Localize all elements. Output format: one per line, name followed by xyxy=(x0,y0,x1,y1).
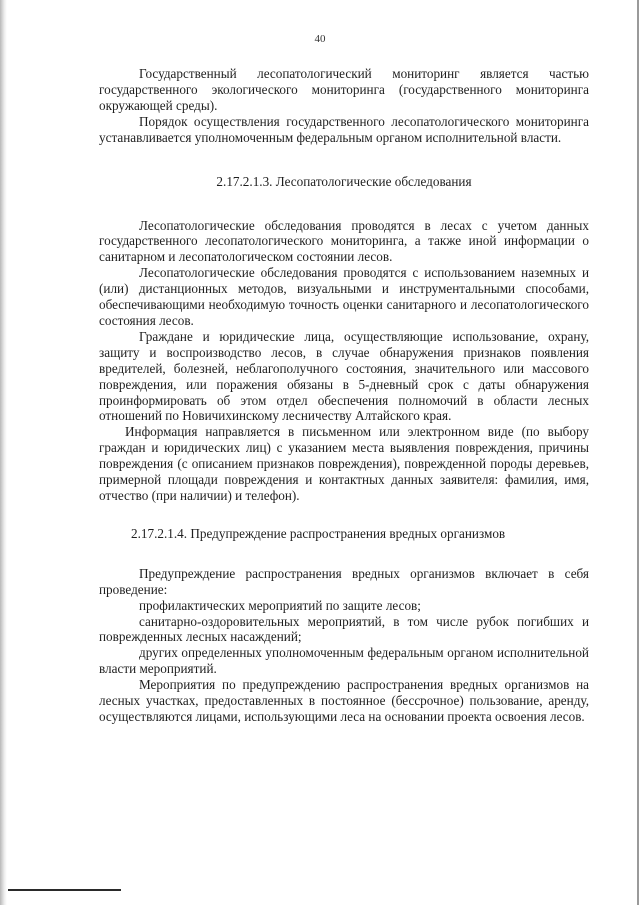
scan-edge-right xyxy=(637,0,639,905)
paragraph-prevention-responsibility: Мероприятия по предупреждению распространения вредных организмов на лесных участках, предоставленных в постоянное (бессрочное) пользование, аренду, осуществляются лицами, использующими леса на основании проекта освоения лесов. xyxy=(99,677,589,724)
page-number: 40 xyxy=(314,33,326,45)
list-item-sanitary-measures: санитарно-оздоровительных мероприятий, в том числе рубок погибших и поврежденных лесных насаждений; xyxy=(99,613,589,645)
paragraph-surveys-information: Информация направляется в письменном или электронном виде (по выбору граждан и юридических лиц) с указанием места выявления повреждения, причины повреждения (с описанием признаков повреждения), поврежденной породы деревьев, примерной площади повреждения и контактных данных заявителя: фамилия, имя, отчество (при наличии) и телефон). xyxy=(99,424,589,503)
paragraph-surveys-scope: Лесопатологические обследования проводятся в лесах с учетом данных государственного лесопатологического мониторинга, а также иной информации о санитарном и лесопатологическом состоянии лесов. xyxy=(99,217,589,265)
paragraph-monitoring-definition: Государственный лесопатологический мониторинг является частью государственного экологического мониторинга (государственного мониторинга окружающей среды). xyxy=(99,66,589,113)
document-body xyxy=(99,66,589,725)
scan-edge-left xyxy=(0,0,7,905)
paragraph-monitoring-procedure: Порядок осуществления государственного лесопатологического мониторинга устанавливается уполномоченным федеральным органом исполнительной власти. xyxy=(99,113,589,145)
section-heading-surveys: 2.17.2.1.3. Лесопатологические обследования xyxy=(216,173,472,189)
section-heading-prevention: 2.17.2.1.4. Предупреждение распространения вредных организмов xyxy=(131,525,506,541)
paragraph-surveys-obligations: Граждане и юридические лица, осуществляющие использование, охрану, защиту и воспроизводство лесов, в случае обнаружения признаков появления вредителей, болезней, неблагополучного состояния, значительного или массового повреждения, или поражения обязаны в 5-дневный срок с даты обнаружения проинформировать об этом отдел обеспечения полномочий в области лесных отношений по Новичихинскому лесничеству Алтайского края. xyxy=(99,328,589,424)
footnote-rule xyxy=(8,889,121,891)
list-item-preventive-measures: профилактических мероприятий по защите лесов; xyxy=(139,597,421,613)
list-item-other-measures: других определенных уполномоченным федеральным органом исполнительной власти мероприятий. xyxy=(99,645,589,677)
paragraph-surveys-methods: Лесопатологические обследования проводятся с использованием наземных и (или) дистанционных методов, визуальными и инструментальными способами, обеспечивающими необходимую точность оценки санитарного и лесопатологического состояния лесов. xyxy=(99,265,589,328)
paragraph-prevention-intro: Предупреждение распространения вредных организмов включает в себя проведение: xyxy=(99,565,589,597)
